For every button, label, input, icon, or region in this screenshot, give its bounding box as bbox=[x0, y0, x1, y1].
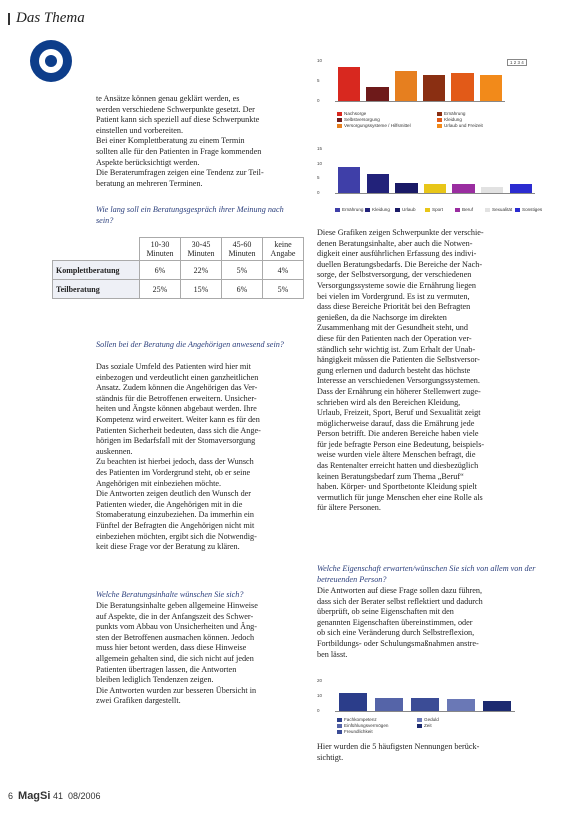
text-line: sollten alle für den Patienten in Frage kommenden bbox=[96, 146, 262, 156]
text-line: haben. Körper- und Sportbetonte Kleidung spielt bbox=[317, 482, 477, 492]
question-duration: Wie lang soll ein Beratungsgespräch ihrer Meinung nach sein? bbox=[96, 205, 284, 225]
left-para3 bbox=[96, 601, 301, 707]
chart-3 bbox=[317, 675, 553, 735]
text-line: werden verschiedene Schwerpunkte gesetzt. Der bbox=[96, 104, 255, 114]
text-line: muss hier betont werden, dass diese Hinweise bbox=[96, 643, 247, 653]
text-line: Patient kann sich speziell auf diese Schwerpunkte bbox=[96, 115, 260, 125]
legend-entry bbox=[337, 123, 411, 128]
legend-label: Urlaub und Freizeit bbox=[444, 123, 483, 128]
logo-center bbox=[45, 55, 57, 67]
right-para4 bbox=[317, 586, 553, 660]
legend-entry bbox=[335, 207, 363, 212]
text-line: denen Beratungsinhalte, aber auch die Notwen- bbox=[317, 238, 473, 248]
text-line: duellen Beratungsbedarfs. Die Bereiche der Nach- bbox=[317, 259, 483, 269]
text-line: Patienten wieder, die Angehörigen mit in die bbox=[96, 499, 243, 509]
legend-entry bbox=[337, 117, 380, 122]
chart-1 bbox=[317, 55, 553, 133]
text-line: te Ansätze können genau geklärt werden, es bbox=[96, 94, 240, 103]
right-closing bbox=[317, 742, 553, 763]
page-number: 6 bbox=[8, 791, 14, 801]
legend-label: Kleidung bbox=[372, 207, 390, 212]
issue-date: 08/2006 bbox=[67, 791, 101, 801]
x-axis bbox=[335, 101, 505, 102]
y-tick-label: 10 bbox=[317, 160, 323, 166]
text-line: Patienten übertragen lassen, die Antworten bbox=[96, 664, 237, 674]
y-tick-label: 5 bbox=[317, 175, 320, 181]
legend-label: Sexualität bbox=[492, 207, 513, 212]
question-qualities: Welche Eigenschaft erwarten/wünschen Sie sich von allem von der betreuenden Person? bbox=[317, 564, 536, 584]
text-line: Dass der Ernährung ein höherer Stellenwert zuge- bbox=[317, 386, 481, 396]
legend-label: Ernährung bbox=[444, 111, 466, 116]
legend-swatch bbox=[425, 208, 430, 212]
chart-bar bbox=[480, 75, 502, 101]
text-line: ständlich sehr wichtig ist. Zum Erhalt der Unab- bbox=[317, 344, 476, 354]
text-line: überprüft, ob seine Eigenschaften mit den bbox=[317, 607, 454, 617]
legend-entry bbox=[515, 207, 542, 212]
text-line: sichtigt. bbox=[317, 752, 344, 762]
chart-bar bbox=[451, 73, 473, 101]
legend-entry bbox=[337, 723, 388, 728]
text-line: Die Beraterumfragen zeigen eine Tendenz zur Teil- bbox=[96, 168, 264, 178]
legend-entry bbox=[417, 723, 432, 728]
text-line: weise wurden viele ältere Menschen befragt, die bbox=[317, 450, 476, 460]
section-marker bbox=[8, 13, 10, 25]
text-line: Bei einer Komplettberatung zu einem Termin bbox=[96, 136, 245, 146]
text-line: gung erlernen und dadurch besteht das höchste bbox=[317, 365, 471, 375]
legend-label: Sport bbox=[432, 207, 443, 212]
text-line: Die Beratungsinhalte geben allgemeine Hinweise bbox=[96, 601, 258, 610]
legend-swatch bbox=[335, 208, 340, 212]
text-line: Fünftel der Befragten die Angehörigen nicht mit bbox=[96, 520, 255, 530]
text-line: hörigen im Bedarfsfall mit der Stomaversorgung bbox=[96, 436, 256, 446]
legend-entry bbox=[337, 717, 377, 722]
text-line: einstellen und vorbereiten. bbox=[96, 125, 184, 135]
y-tick-label: 0 bbox=[317, 98, 320, 103]
legend-swatch bbox=[485, 208, 490, 212]
text-line: sten der Betroffenen ausmachen können. Jedoch bbox=[96, 632, 255, 642]
text-line: Person betrifft. Die anderen Bereiche haben viele bbox=[317, 429, 479, 439]
text-line: schrieben wird als den Bereichen Kleidung, bbox=[317, 397, 461, 407]
text-line: dass sich der Berater selbst reflektiert und dadurch bbox=[317, 596, 483, 606]
chart-2 bbox=[317, 143, 553, 217]
legend-label: Geduld bbox=[424, 717, 439, 722]
text-line: punkts vom Abbau von Unsicherheiten und Äng- bbox=[96, 622, 257, 632]
table-cell: 22% bbox=[181, 261, 222, 280]
text-line: genießen, da die Nachsorge im direkten bbox=[317, 312, 447, 322]
text-line: ben lässt. bbox=[317, 649, 348, 659]
text-line: sorge, der Selbstversorgung, der verschiedenen bbox=[317, 270, 472, 280]
chart-bar bbox=[424, 184, 446, 193]
legend-entry bbox=[395, 207, 416, 212]
table-row bbox=[53, 280, 304, 299]
legend-entry bbox=[365, 207, 390, 212]
duration-table bbox=[52, 237, 304, 299]
text-line: zwei Grafiken dargestellt. bbox=[96, 696, 181, 706]
chart-bar bbox=[375, 698, 403, 712]
section-title: Das Thema bbox=[16, 10, 85, 26]
text-line: Die Antworten wurden zur besseren Übersicht in bbox=[96, 685, 257, 695]
text-line: Urlaub, Freizeit, Sport, Beruf und Sexualität zeigt bbox=[317, 408, 481, 418]
legend-swatch bbox=[417, 724, 422, 728]
legend-label: Nachsorge bbox=[344, 111, 367, 116]
chart-bar bbox=[338, 67, 360, 101]
table-row bbox=[53, 261, 304, 280]
legend-swatch bbox=[455, 208, 460, 212]
text-line: das Rentenalter erreicht hatten und diesbezüglich bbox=[317, 461, 479, 471]
text-line: Versorgungssysteme sowie die Ernährung liegen bbox=[317, 280, 477, 290]
text-line: Diese Grafiken zeigen Schwerpunkte der verschie- bbox=[317, 228, 484, 237]
text-line: auskennen. bbox=[96, 446, 133, 456]
chart-bar bbox=[481, 187, 503, 193]
question-contents: Welche Beratungsinhalte wünschen Sie sich? bbox=[96, 590, 244, 599]
text-line: auf Aspekte, die in der Anfangszeit des Schwer- bbox=[96, 611, 254, 621]
y-tick-label: 10 bbox=[317, 58, 323, 63]
question-relatives: Sollen bei der Beratung die Angehörigen anwesend sein? bbox=[96, 340, 284, 349]
text-line: ob sich eine Veränderung durch Selbstreflexion, bbox=[317, 628, 475, 638]
text-line: ständnis für die Betroffenen erweitern. Unsicher- bbox=[96, 393, 257, 403]
text-line: heiten und Ängste können abgebaut werden. Ihre bbox=[96, 404, 257, 414]
legend-label: Versorgungssysteme / Hilfsmittel bbox=[344, 123, 411, 128]
text-line: Hier wurden die 5 häufigsten Nennungen berück- bbox=[317, 742, 480, 751]
table-cell: 25% bbox=[140, 280, 181, 299]
legend-entry bbox=[417, 717, 439, 722]
text-line: Kompetenz wird erweitert. Weiter kann es für den bbox=[96, 414, 260, 424]
left-para2 bbox=[96, 362, 301, 553]
legend-swatch bbox=[437, 112, 442, 116]
text-line: einbezogen und verdeutlicht einen ganzheitlichen bbox=[96, 372, 259, 382]
legend-label: Beruf bbox=[462, 207, 473, 212]
table-cell: 4% bbox=[263, 261, 304, 280]
legend-label: Urlaub bbox=[402, 207, 416, 212]
legend-swatch bbox=[337, 724, 342, 728]
text-line: Zu beachten ist hierbei jedoch, dass der Wunsch bbox=[96, 457, 254, 467]
legend-swatch bbox=[337, 718, 342, 722]
legend-entry bbox=[455, 207, 473, 212]
issue-number: 41 bbox=[52, 791, 63, 801]
legend-entry bbox=[437, 111, 465, 116]
text-line: genannten Eigenschaften übereinstimmen, oder bbox=[317, 617, 473, 627]
text-line: keinen Beratungsbedarf zum Thema „Beruf“ bbox=[317, 471, 464, 481]
text-line: Stomaberatung einzubeziehen. Da immerhin ein bbox=[96, 510, 255, 520]
text-line: Die Antworten zeigen deutlich den Wunsch der bbox=[96, 489, 252, 499]
text-line: digkeit einer ausführlichen Erfassung des indivi- bbox=[317, 249, 477, 259]
table-cell: 6% bbox=[140, 261, 181, 280]
legend-label: Zeit bbox=[424, 723, 432, 728]
y-tick-label: 5 bbox=[317, 78, 320, 83]
text-line: hängigkeit müssen die Patienten die Selbstversor- bbox=[317, 355, 480, 365]
legend-swatch bbox=[437, 124, 442, 128]
magazine-name: MagSi bbox=[18, 790, 51, 802]
text-line: für jede befragte Person eine Bedeutung, beispiels- bbox=[317, 439, 485, 449]
page-footer bbox=[8, 790, 101, 802]
text-line: keit diese Frage vor der Beratung zu klären. bbox=[96, 542, 240, 552]
y-tick-label: 15 bbox=[317, 146, 323, 151]
chart-bar bbox=[395, 183, 417, 193]
text-line: des Patienten im Vordergrund steht, ob er seine bbox=[96, 467, 251, 477]
legend-swatch bbox=[337, 124, 342, 128]
chart-bar bbox=[423, 75, 445, 101]
chart-bar bbox=[338, 167, 360, 193]
legend-swatch bbox=[515, 208, 520, 212]
y-tick-label: 20 bbox=[317, 678, 323, 683]
text-line: einbeziehen möchten, ergibt sich die Notwendig- bbox=[96, 531, 257, 541]
table-cell: 5% bbox=[263, 280, 304, 299]
legend-label: Einfühlungsvermögen bbox=[344, 723, 389, 728]
text-line: Das soziale Umfeld des Patienten wird hier mit bbox=[96, 362, 251, 371]
chart-bar bbox=[411, 698, 439, 712]
text-line: Aspekte berücksichtigt werden. bbox=[96, 157, 200, 167]
table-header: 30-45 Minuten bbox=[181, 238, 222, 261]
y-tick-label: 10 bbox=[317, 693, 323, 698]
row-label: Komplettberatung bbox=[53, 261, 140, 280]
legend-swatch bbox=[365, 208, 370, 212]
legend-swatch bbox=[337, 118, 342, 122]
text-line: Fortbildungs- oder Schulungsmaßnahmen anstre- bbox=[317, 638, 479, 648]
text-line: Zusammenhang mit der Gesundheit steht, und bbox=[317, 323, 468, 333]
chart-bar bbox=[510, 184, 532, 193]
y-tick-label: 0 bbox=[317, 708, 320, 713]
table-header: 45-60 Minuten bbox=[222, 238, 263, 261]
text-line: vermutlich für junge Menschen eher eine Rolle als bbox=[317, 492, 483, 502]
legend-entry bbox=[337, 111, 366, 116]
chart-bar bbox=[452, 184, 474, 193]
table-cell: 6% bbox=[222, 280, 263, 299]
legend-label: Freundlichkeit bbox=[344, 729, 373, 734]
chart-bar bbox=[366, 87, 388, 101]
legend-swatch bbox=[395, 208, 400, 212]
legend-entry bbox=[437, 123, 483, 128]
text-line: bleiben lediglich Tendenzen zeigen. bbox=[96, 675, 214, 685]
text-line: Interesse an verschiedenen Versorgungssystemen. bbox=[317, 376, 480, 386]
text-line: für ältere Personen. bbox=[317, 503, 381, 513]
legend-label: Selbstversorgung bbox=[344, 117, 380, 122]
legend-label: Kleidung bbox=[444, 117, 462, 122]
text-line: allgemein gehalten sind, die sich nicht auf jeden bbox=[96, 653, 254, 663]
text-line: Die Antworten auf diese Frage sollen dazu führen, bbox=[317, 586, 483, 595]
text-line: Patienten Sicherheit bedeuten, dass sich die Ange- bbox=[96, 425, 261, 435]
y-tick-label: 0 bbox=[317, 190, 320, 195]
text-line: diese für den Patienten nach der Operation ver- bbox=[317, 333, 472, 343]
legend-swatch bbox=[437, 118, 442, 122]
legend-label: Sonstiges bbox=[522, 207, 543, 212]
legend-entry bbox=[337, 729, 373, 734]
text-line: möglicherweise darauf, dass die Ernährung jede bbox=[317, 418, 475, 428]
right-para1 bbox=[317, 228, 553, 514]
table-header: 10-30 Minuten bbox=[140, 238, 181, 261]
x-axis bbox=[335, 711, 515, 712]
text-line: Ansatz. Zudem können die Angehörigen das Ver- bbox=[96, 383, 258, 393]
left-intro bbox=[96, 94, 301, 189]
chart-bar bbox=[339, 693, 367, 711]
legend-swatch bbox=[417, 718, 422, 722]
legend-entry bbox=[485, 207, 512, 212]
table-cell: 5% bbox=[222, 261, 263, 280]
legend-label: Ernährung bbox=[342, 207, 364, 212]
chart-bar bbox=[395, 71, 417, 101]
text-line: bei vielen im Vordergrund. Es ist zu vermuten, bbox=[317, 291, 470, 301]
legend-swatch bbox=[337, 112, 342, 116]
legend-entry bbox=[437, 117, 462, 122]
legend-label: Fachkompetenz bbox=[344, 717, 377, 722]
table-cell: 15% bbox=[181, 280, 222, 299]
legend-box: 1 2 3 4 bbox=[507, 59, 527, 66]
chart-bar bbox=[367, 174, 389, 193]
legend-entry bbox=[425, 207, 443, 212]
x-axis bbox=[335, 193, 535, 194]
text-line: beratung an mehreren Terminen. bbox=[96, 178, 203, 188]
legend-swatch bbox=[337, 730, 342, 734]
table-header: keine Angabe bbox=[263, 238, 304, 261]
text-line: Angehörigen mit einbeziehen möchte. bbox=[96, 478, 222, 488]
row-label: Teilberatung bbox=[53, 280, 140, 299]
chart-bar bbox=[447, 699, 475, 711]
chart-bar bbox=[483, 701, 511, 712]
text-line: dass diese Bereiche Priorität bei den Befragten bbox=[317, 302, 471, 312]
